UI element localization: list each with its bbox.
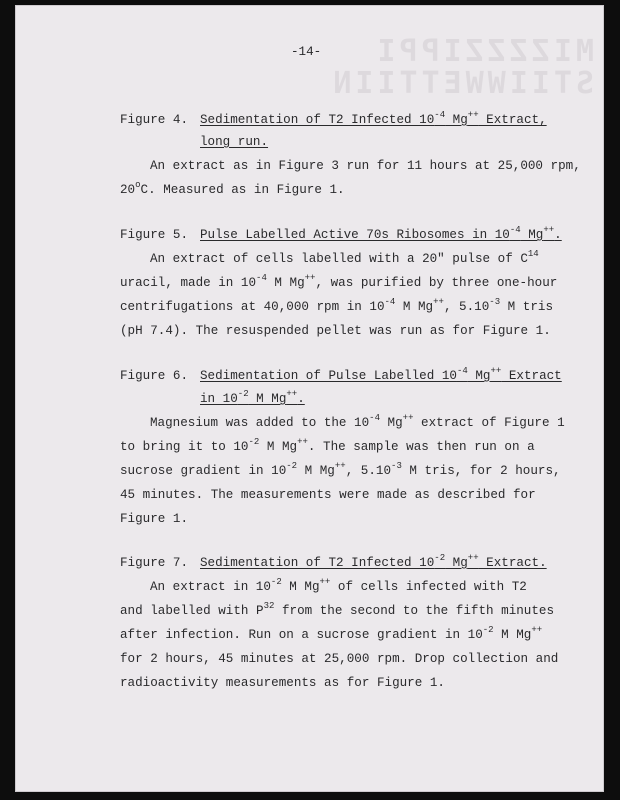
- typed-text-body: [16, 6, 604, 792]
- figure-4-body-line: 20$^o$C. Measured as in Figure 1.: [120, 179, 345, 197]
- figure-4-body-line: An extract as in Figure 3 run for 11 hours at 25,000 rpm,: [150, 159, 581, 173]
- figure-6-body-line: Magnesium was added to the $10^{-4}$ Mg++ extract of Figure 1: [150, 412, 565, 430]
- figure-5-body-line: An extract of cells labelled with a 20" pulse of $C^{14}$: [150, 248, 539, 266]
- figure-5-label: Figure 5.: [120, 228, 189, 242]
- figure-6-body-line: to bring it to $10^{-2}$ M Mg++. The sample was then run on a: [120, 436, 535, 454]
- figure-7-body-line: An extract in $10^{-2}$ M Mg++ of cells infected with T2: [150, 576, 527, 594]
- figure-4-title: Sedimentation of T2 Infected $10^{-4}$ Mg++ Extract,: [200, 109, 547, 127]
- figure-7-label: Figure 7.: [120, 556, 189, 570]
- figure-6-label: Figure 6.: [120, 369, 189, 383]
- figure-5-title: Pulse Labelled Active 70s Ribosomes in $10^{-4}$ Mg++.: [200, 224, 562, 242]
- figure-6-body-line: 45 minutes. The measurements were made as described for: [120, 488, 536, 502]
- document-page: [15, 5, 604, 792]
- figure-4-title-line2: long run.: [200, 135, 269, 149]
- figure-7-body-line: and labelled with $P^{32}$ from the second to the fifth minutes: [120, 600, 555, 618]
- page-number: -14-: [291, 45, 322, 59]
- figure-5-body-line: centrifugations at 40,000 rpm in $10^{-4}$ M Mg++, $5.10^{-3}$ M tris: [120, 296, 554, 314]
- figure-7-body-line: after infection. Run on a sucrose gradient in $10^{-2}$ M Mg++: [120, 624, 543, 642]
- figure-6-title: Sedimentation of Pulse Labelled $10^{-4}$ Mg++ Extract: [200, 365, 562, 383]
- bleed-through-text: MIZZZZIPPI STIIWWETTIIN: [329, 34, 594, 101]
- figure-7-body-line: for 2 hours, 45 minutes at 25,000 rpm. Drop collection and: [120, 652, 559, 666]
- figure-6-body-line: Figure 1.: [120, 512, 189, 526]
- figure-4-label: Figure 4.: [120, 113, 189, 127]
- figure-6-body-line: sucrose gradient in $10^{-2}$ M Mg++, $5.10^{-3}$ M tris, for 2 hours,: [120, 460, 561, 478]
- figure-5-body-line: uracil, made in $10^{-4}$ M Mg++, was purified by three one-hour: [120, 272, 558, 290]
- figure-5-body-line: (pH 7.4). The resuspended pellet was run as for Figure 1.: [120, 324, 551, 338]
- figure-7-title: Sedimentation of T2 Infected $10^{-2}$ Mg++ Extract.: [200, 552, 547, 570]
- figure-6-title-line2: in $10^{-2}$ M Mg++.: [200, 388, 305, 406]
- figure-7-body-line: radioactivity measurements as for Figure 1.: [120, 676, 445, 690]
